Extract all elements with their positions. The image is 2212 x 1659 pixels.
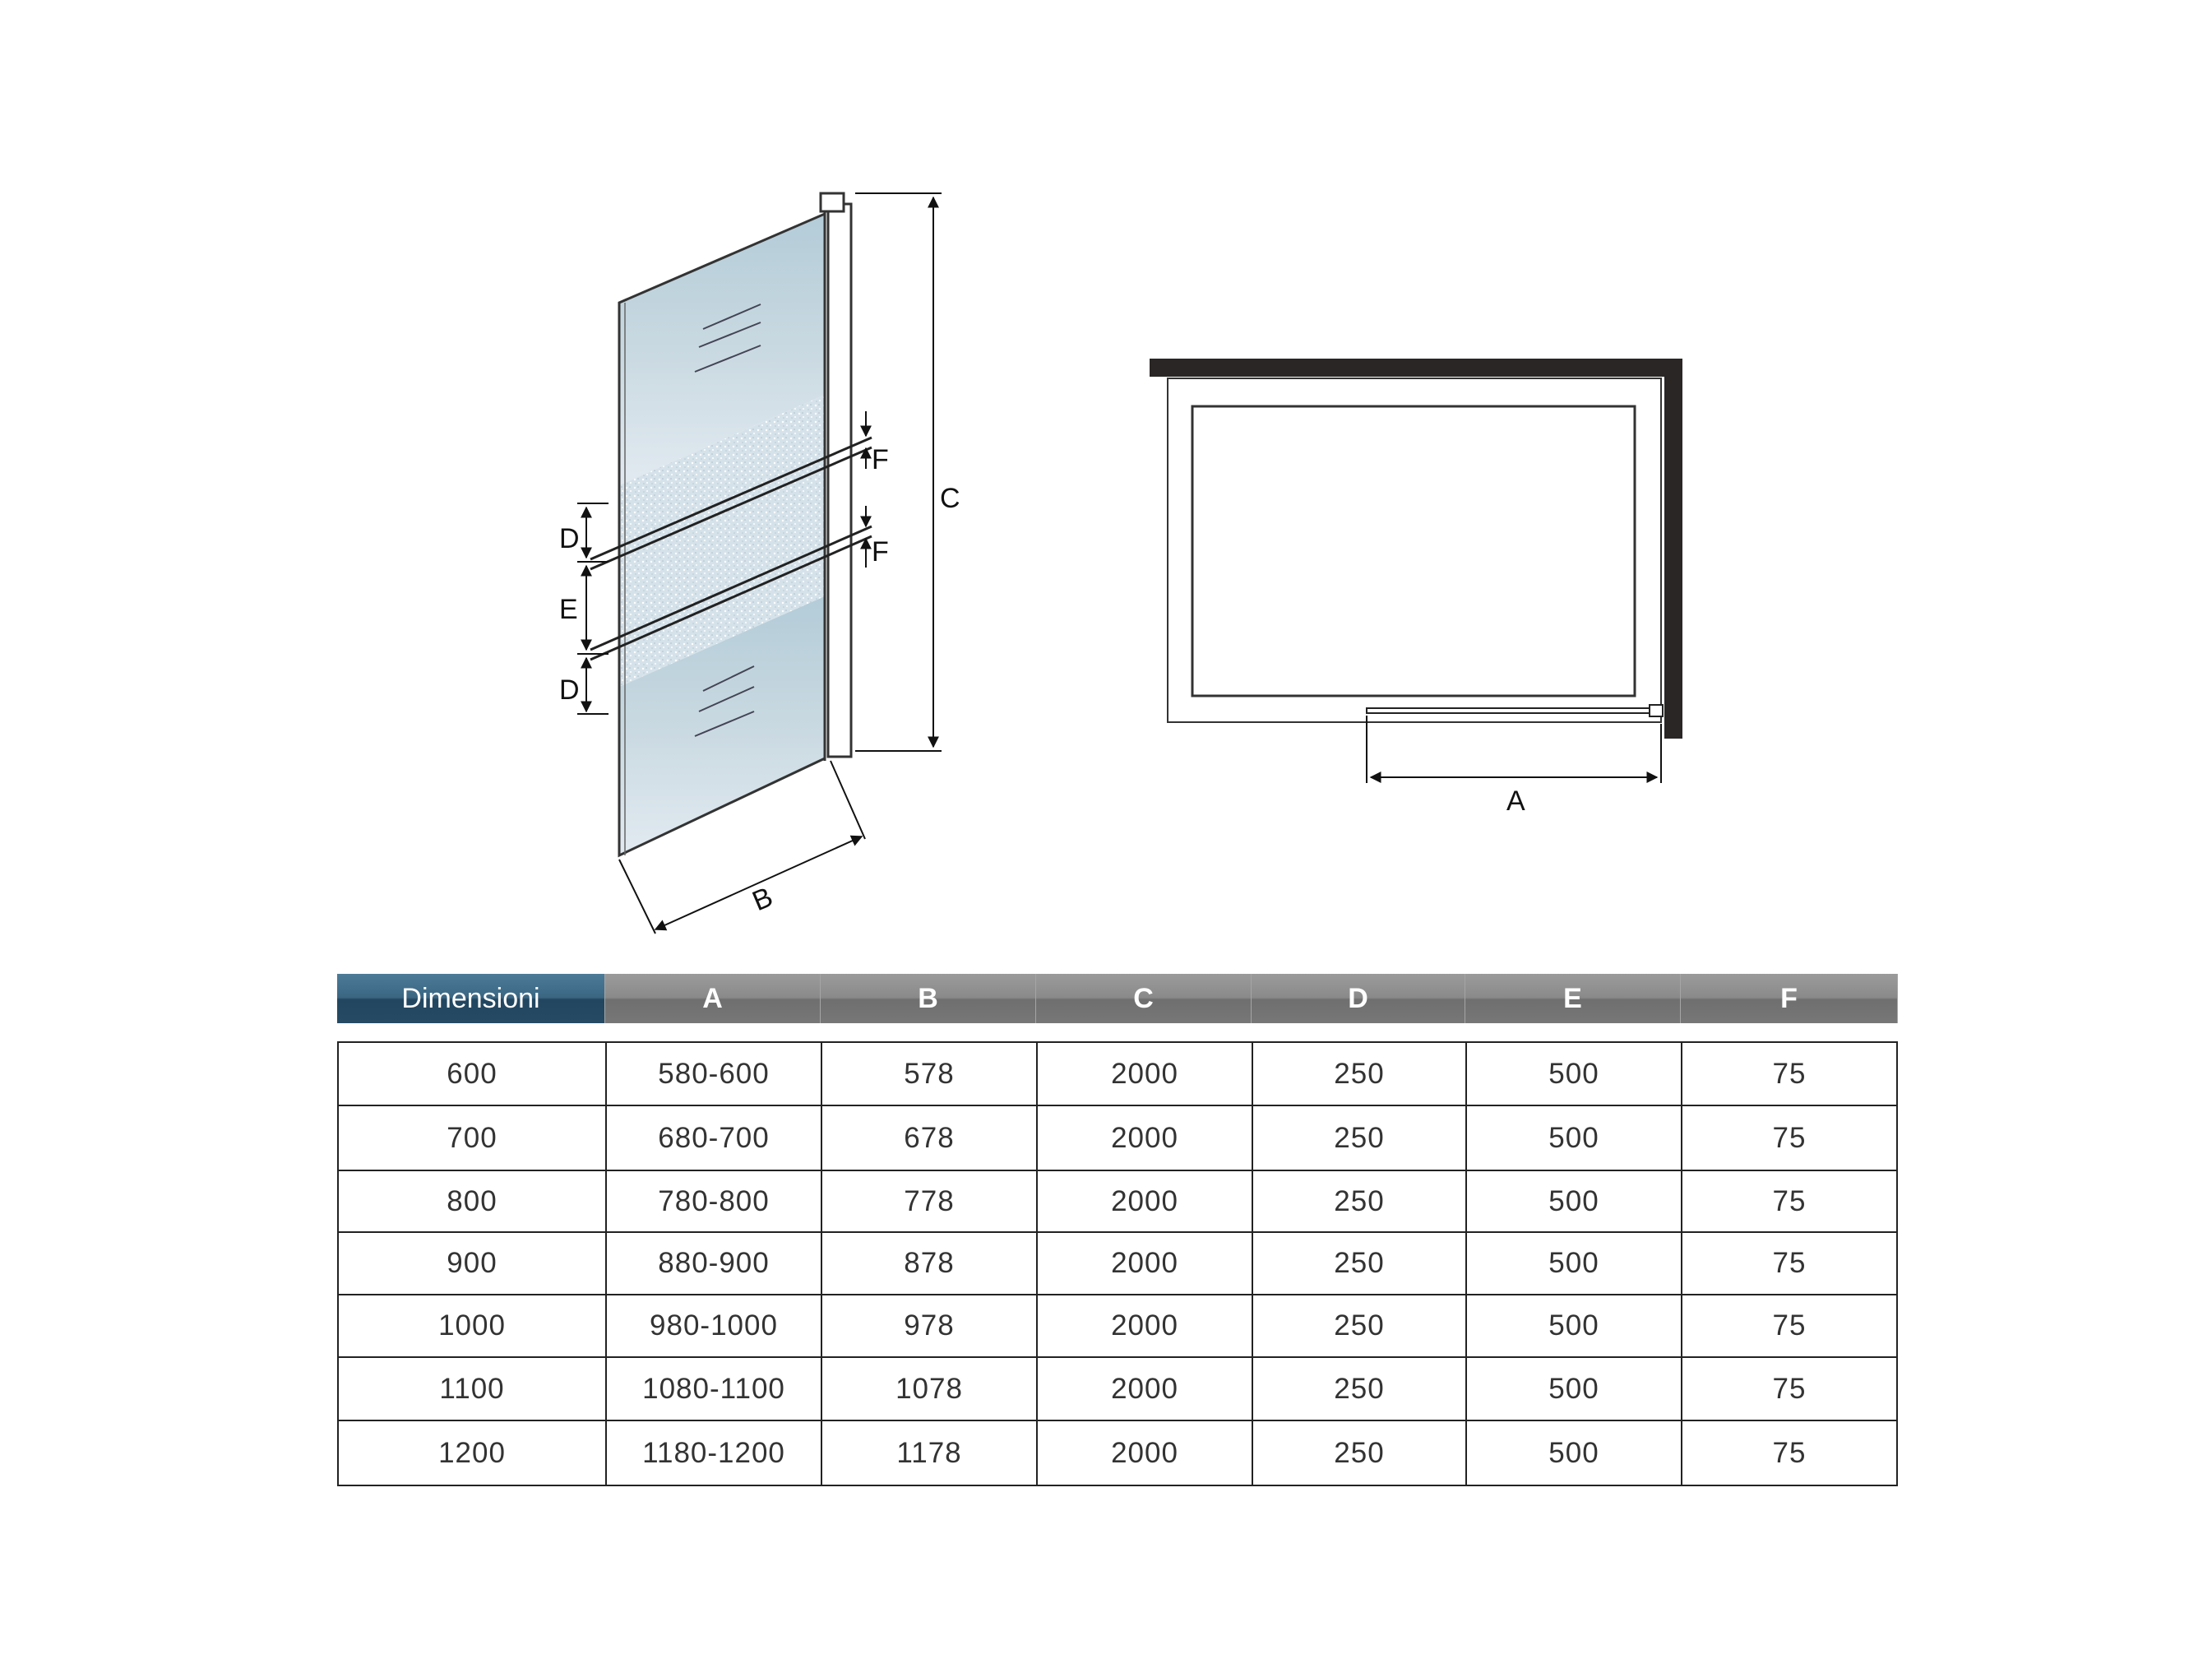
- table-cell: 75: [1772, 1436, 1807, 1469]
- top-view-wall-back: [1150, 359, 1682, 377]
- table-cell: 250: [1253, 1106, 1467, 1170]
- table-cell: 1080-1100: [607, 1358, 822, 1420]
- dimension-c-label: C: [940, 483, 960, 514]
- table-row: [339, 1233, 1896, 1295]
- table-cell: 1000: [339, 1295, 607, 1356]
- top-view-wall-side: [1664, 359, 1682, 739]
- dimension-f-upper-label: F: [872, 444, 889, 475]
- table-body: [337, 1041, 1898, 1486]
- table-row: [339, 1106, 1896, 1171]
- header-a: A: [605, 974, 821, 1023]
- table-row: [339, 1171, 1896, 1233]
- table-cell: 1100: [339, 1358, 607, 1420]
- table-row: [339, 1043, 1896, 1106]
- header-e: E: [1465, 974, 1681, 1023]
- table-cell: 250: [1253, 1295, 1467, 1356]
- table-cell: 1178: [822, 1421, 1038, 1485]
- top-view: [1150, 359, 1682, 817]
- table-cell: 250: [1253, 1233, 1467, 1294]
- table-cell: 2000: [1038, 1233, 1253, 1294]
- dimension-b-label: B: [747, 881, 778, 918]
- table-cell: 780-800: [607, 1171, 822, 1231]
- table-cell: 2000: [1038, 1043, 1253, 1105]
- table-cell: 2000: [1038, 1171, 1253, 1231]
- dimension-d-upper-label: D: [559, 523, 580, 554]
- table-cell: 1180-1200: [607, 1421, 822, 1485]
- table-row: [339, 1358, 1896, 1421]
- table-cell: 880-900: [607, 1233, 822, 1294]
- table-cell: 800: [339, 1171, 607, 1231]
- header-f: F: [1681, 974, 1898, 1023]
- table-cell: 1200: [339, 1421, 607, 1485]
- table-cell: 75: [1772, 1309, 1807, 1342]
- table-cell: 2000: [1038, 1106, 1253, 1170]
- table-cell: 600: [339, 1043, 607, 1105]
- dimension-d-lower-label: D: [559, 674, 580, 706]
- table-cell: 500: [1467, 1233, 1682, 1294]
- table-cell: 578: [822, 1043, 1038, 1105]
- dimension-e-label: E: [559, 594, 578, 625]
- table-cell: 75: [1772, 1372, 1807, 1405]
- dimension-d-e-d: [577, 503, 609, 714]
- table-cell: 75: [1772, 1057, 1807, 1090]
- dimension-a-label: A: [1506, 785, 1525, 817]
- table-cell: 250: [1253, 1043, 1467, 1105]
- table-cell: 1078: [822, 1358, 1038, 1420]
- table-cell: 2000: [1038, 1295, 1253, 1356]
- header-d: D: [1252, 974, 1465, 1023]
- table-cell: 75: [1772, 1247, 1807, 1279]
- table-cell: 978: [822, 1295, 1038, 1356]
- header-c: C: [1036, 974, 1252, 1023]
- table-cell: 75: [1772, 1121, 1807, 1154]
- table-cell: 500: [1467, 1295, 1682, 1356]
- table-cell: 75: [1772, 1184, 1807, 1217]
- table-row: [339, 1295, 1896, 1358]
- wall-profile: [821, 193, 851, 761]
- dimension-f-lower-label: F: [872, 536, 889, 568]
- table-cell: 700: [339, 1106, 607, 1170]
- table-cell: 250: [1253, 1421, 1467, 1485]
- dimensions-table: [337, 974, 1898, 1486]
- table-cell: 500: [1467, 1358, 1682, 1420]
- table-cell: 680-700: [607, 1106, 822, 1170]
- header-b: B: [821, 974, 1036, 1023]
- header-dimensioni: Dimensioni: [337, 974, 605, 1023]
- dimension-a: [1367, 716, 1661, 783]
- table-cell: 2000: [1038, 1358, 1253, 1420]
- top-view-shower-tray: [1192, 406, 1635, 696]
- table-cell: 980-1000: [607, 1295, 822, 1356]
- table-cell: 500: [1467, 1043, 1682, 1105]
- top-view-outer-outline: [1168, 378, 1661, 722]
- table-cell: 900: [339, 1233, 607, 1294]
- table-cell: 250: [1253, 1358, 1467, 1420]
- table-cell: 250: [1253, 1171, 1467, 1231]
- table-cell: 678: [822, 1106, 1038, 1170]
- top-view-glass-panel: [1367, 708, 1653, 713]
- table-cell: 500: [1467, 1421, 1682, 1485]
- table-row: [339, 1421, 1896, 1486]
- table-cell: 778: [822, 1171, 1038, 1231]
- table-cell: 878: [822, 1233, 1038, 1294]
- table-cell: 500: [1467, 1171, 1682, 1231]
- table-cell: 500: [1467, 1106, 1682, 1170]
- table-cell: 580-600: [607, 1043, 822, 1105]
- table-header: [337, 974, 1898, 1023]
- table-cell: 2000: [1038, 1421, 1253, 1485]
